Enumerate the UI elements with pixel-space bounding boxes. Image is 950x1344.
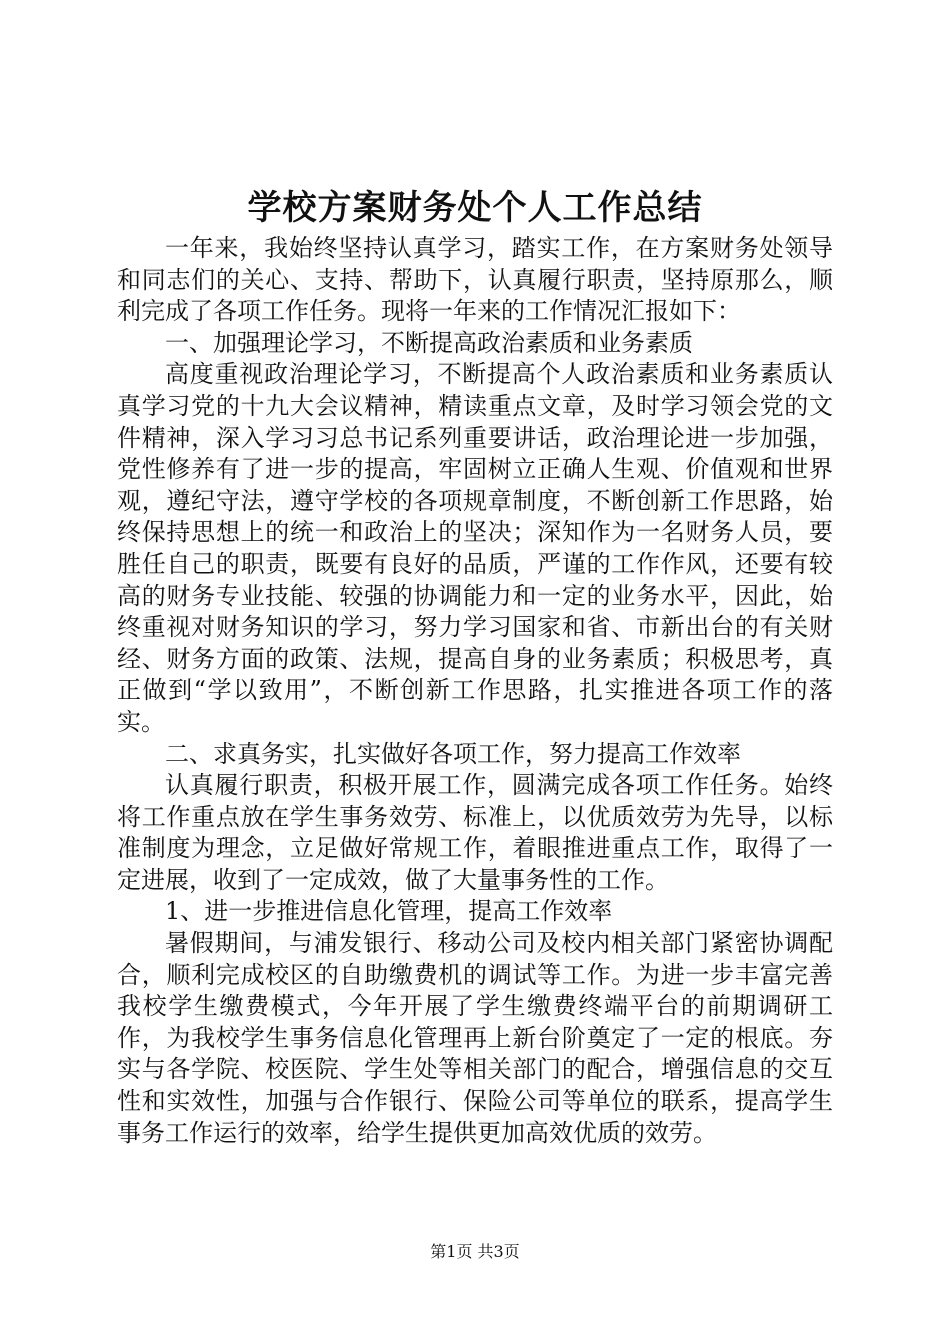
paragraph-duties: 认真履行职责，积极开展工作，圆满完成各项工作任务。始终将工作重点放在学生事务效劳、标准上，以优质效劳为先导，以标准制度为理念，立足做好常规工作，着眼推进重点工作，取得了一定进展，收到了一定成效，做了大量事务性的工作。 [117,771,833,894]
paragraph-informatization: 暑假期间，与浦发银行、移动公司及校内相关部门紧密协调配合，顺利完成校区的自助缴费机的调试等工作。为进一步丰富完善我校学生缴费模式，今年开展了学生缴费终端平台的前期调研工作，为我校学生事务信息化管理再上新台阶奠定了一定的根底。夯实与各学院、校医院、学生处等相关部门的配合，增强信息的交互性和实效性，加强与合作银行、保险公司等单位的联系，提高学生事务工作运行的效率，给学生提供更加高效优质的效劳。 [117,929,833,1147]
section-heading-1: 一、加强理论学习，不断提高政治素质和业务素质 [165,328,693,357]
document-title: 学校方案财务处个人工作总结 [247,188,703,228]
section-heading-2: 二、求真务实，扎实做好各项工作，努力提高工作效率 [165,739,741,768]
page-footer: 第1页 共3页 [430,1242,520,1261]
paragraph-theory-study: 高度重视政治理论学习，不断提高个人政治素质和业务素质认真学习党的十九大会议精神，精读重点文章，及时学习领会党的文件精神，深入学习习总书记系列重要讲话，政治理论进一步加强，党性修养有了进一步的提高，牢固树立正确人生观、价值观和世界观，遵纪守法，遵守学校的各项规章制度，不断创新工作思路，始终保持思想上的统一和政治上的坚决；深知作为一名财务人员，要胜任自己的职责，既要有良好的品质，严谨的工作作风，还要有较高的财务专业技能、较强的协调能力和一定的业务水平，因此，始终重视对财务知识的学习，努力学习国家和省、市新出台的有关财经、财务方面的政策、法规，提高自身的业务素质；积极思考，真正做到“学以致用”，不断创新工作思路，扎实推进各项工作的落实。 [117,360,833,736]
paragraph-intro: 一年来，我始终坚持认真学习，踏实工作，在方案财务处领导和同志们的关心、支持、帮助下，认真履行职责，坚持原那么，顺利完成了各项工作任务。现将一年来的工作情况汇报如下： [117,234,833,326]
subsection-heading-1: 1、进一步推进信息化管理，提高工作效率 [165,897,613,926]
document-body [117,233,833,1149]
